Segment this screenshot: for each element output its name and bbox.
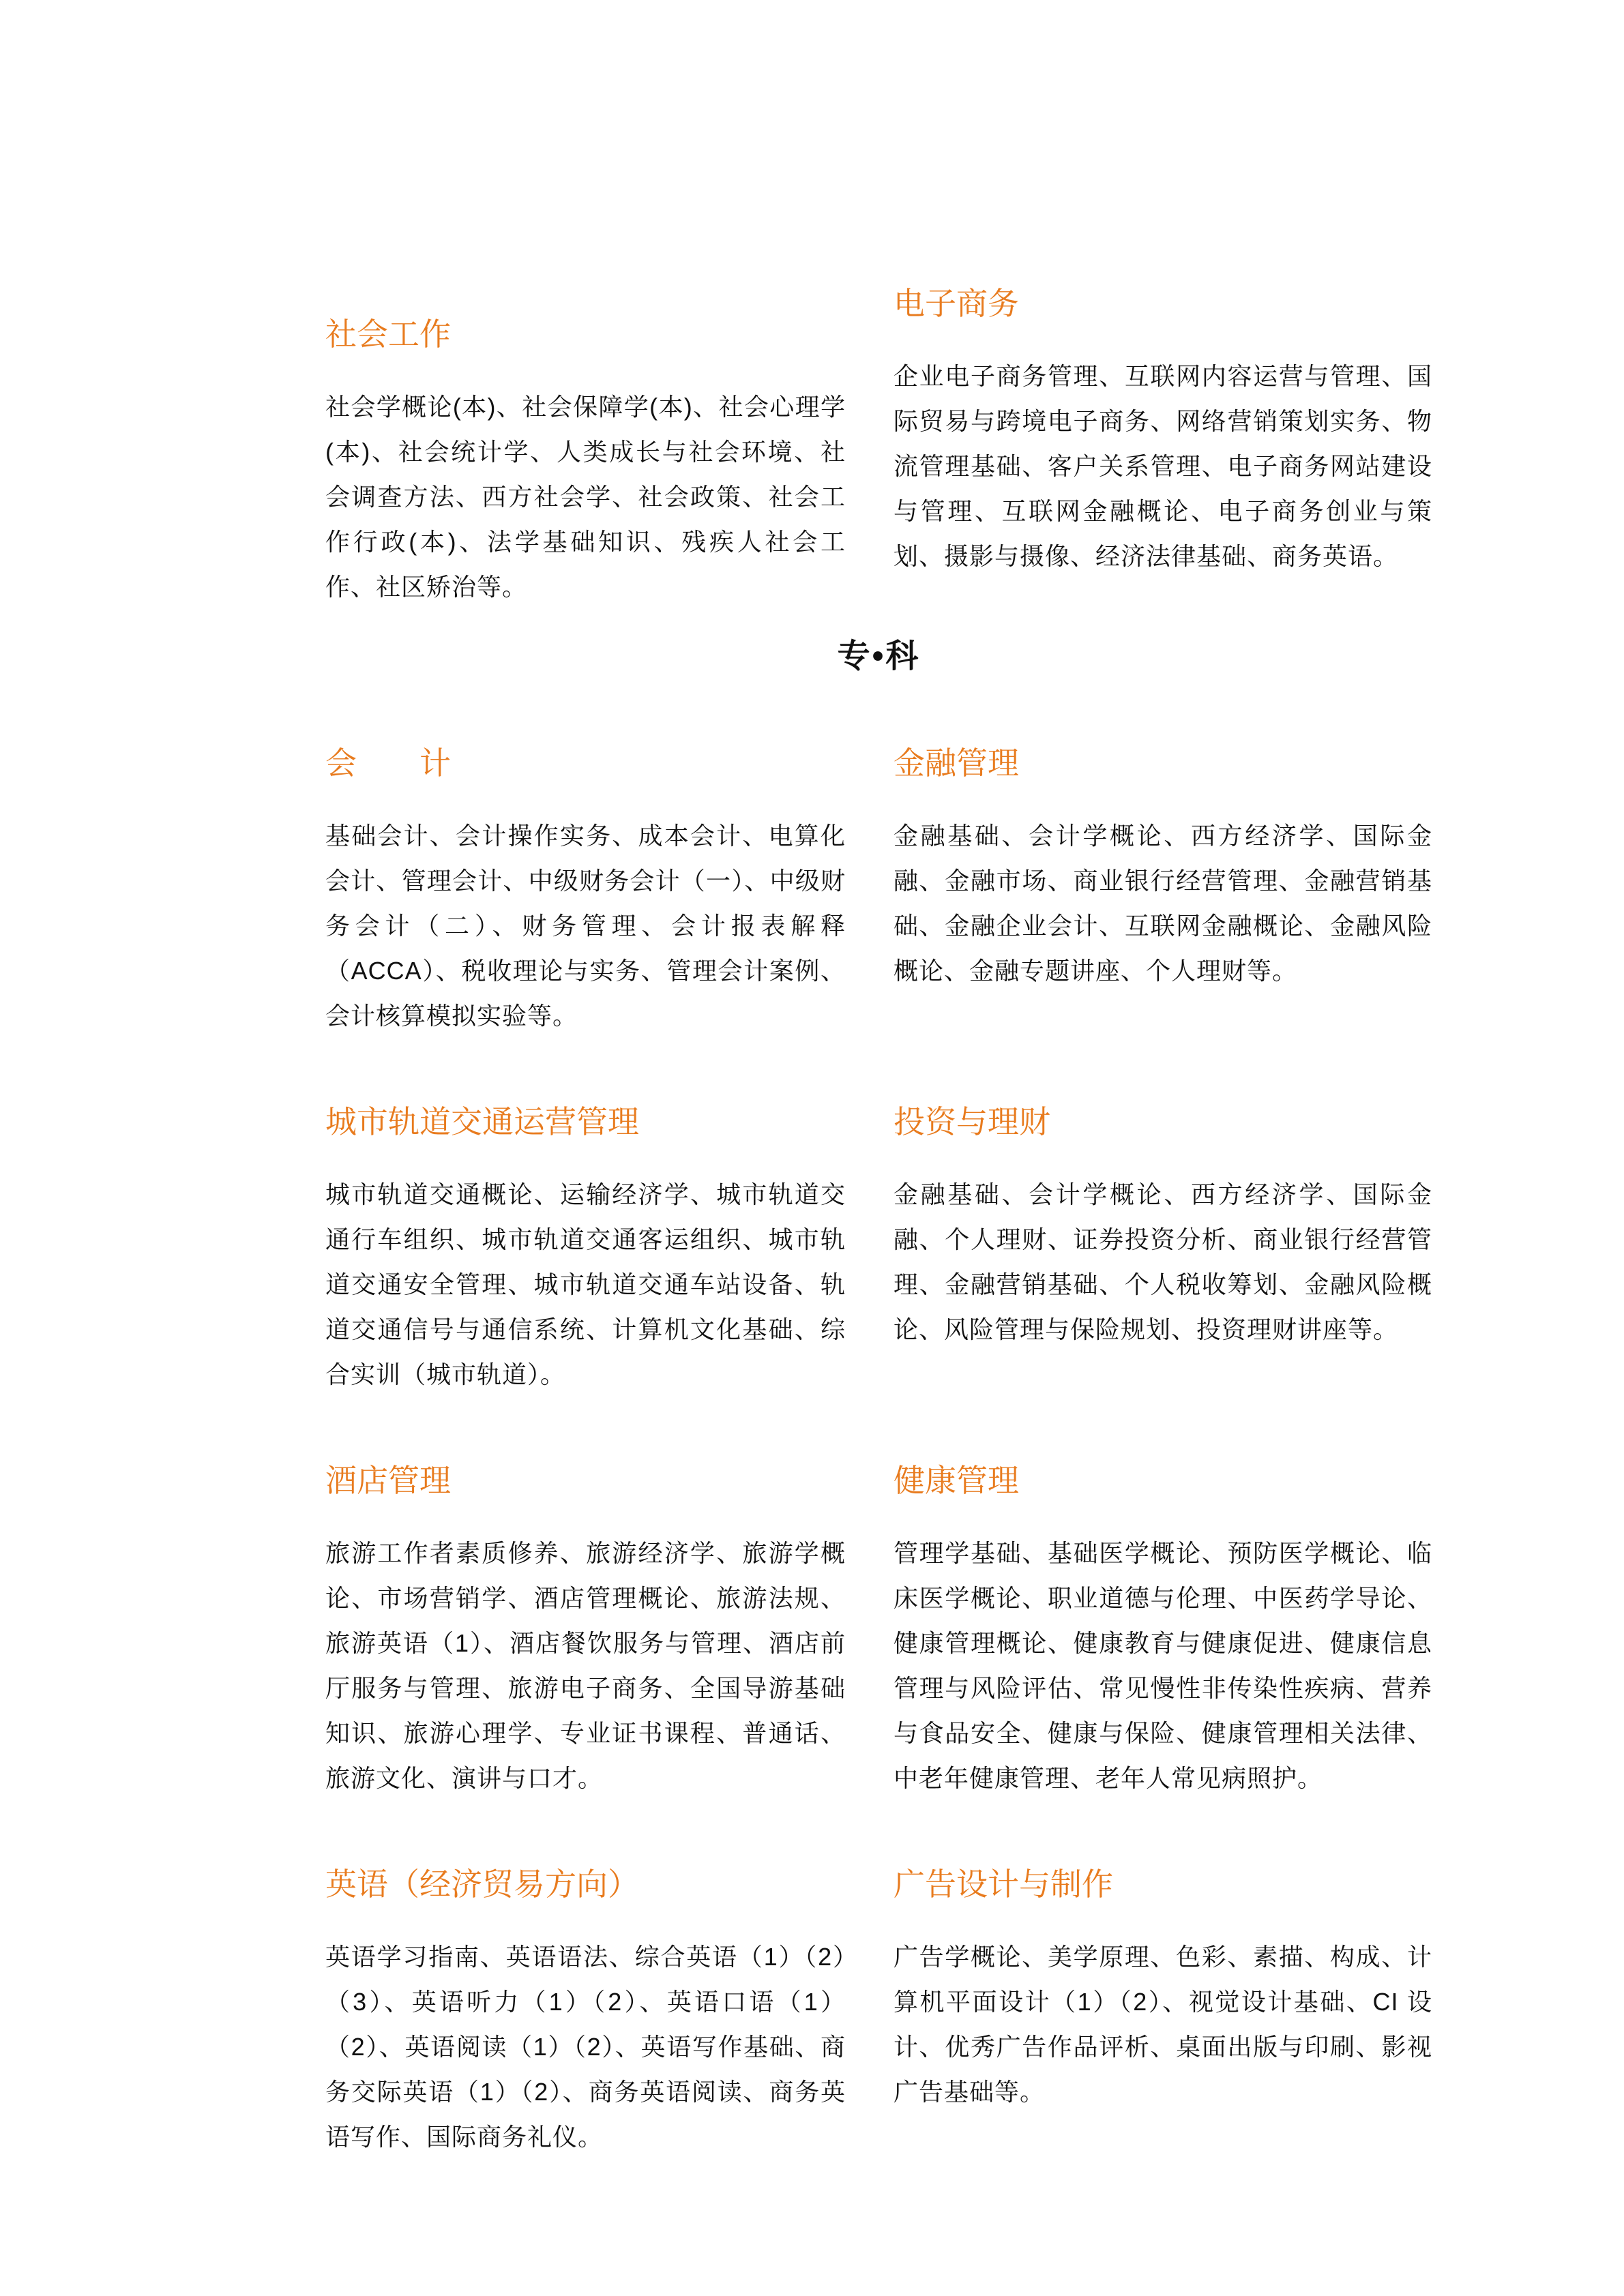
section-title: 社会工作 [325, 316, 451, 352]
section-social-work [325, 285, 846, 610]
section-row-2 [325, 1103, 1432, 1397]
section-course-list: 广告学概论、美学原理、色彩、素描、构成、计算机平面设计（1）（2）、视觉设计基础、CI 设计、优秀广告作品评析、桌面出版与印刷、影视广告基础等。 [894, 1943, 1432, 2106]
section-title: 酒店管理 [325, 1463, 451, 1498]
section-title: 英语（经济贸易方向） [325, 1866, 639, 1902]
section-urban-rail-transit [325, 1103, 846, 1397]
section-course-list: 旅游工作者素质修养、旅游经济学、旅游学概论、市场营销学、酒店管理概论、旅游法规、旅游英语（1）、酒店餐饮服务与管理、酒店前厅服务与管理、旅游电子商务、全国导游基础知识、旅游心理学、专业证书课程、普通话、旅游文化、演讲与口才。 [325, 1539, 846, 1792]
section-course-list: 金融基础、会计学概论、西方经济学、国际金融、个人理财、证券投资分析、商业银行经营管理、金融营销基础、个人税收筹划、金融风险概论、风险管理与保险规划、投资理财讲座等。 [894, 1180, 1432, 1343]
section-course-list: 金融基础、会计学概论、西方经济学、国际金融、金融市场、商业银行经营管理、金融营销基础、金融企业会计、互联网金融概论、金融风险概论、金融专题讲座、个人理财等。 [894, 822, 1432, 985]
section-hotel-management [325, 1462, 846, 1801]
section-course-list: 城市轨道交通概论、运输经济学、城市轨道交通行车组织、城市轨道交通客运组织、城市轨道交通安全管理、城市轨道交通车站设备、轨道交通信号与通信系统、计算机文化基础、综合实训（城市轨道）。 [325, 1180, 846, 1388]
section-financial-management [894, 745, 1432, 1039]
level-divider-heading: 专•科 [837, 638, 921, 674]
section-row-4 [325, 1866, 1432, 2160]
section-row-1 [325, 745, 1432, 1039]
section-title: 投资与理财 [894, 1104, 1050, 1139]
section-english-trade [325, 1866, 846, 2160]
section-accounting [325, 745, 846, 1039]
section-row-undergrad [325, 285, 1432, 610]
section-course-list: 英语学习指南、英语语法、综合英语（1）（2）（3）、英语听力（1）（2）、英语口语（1）（2）、英语阅读（1）（2）、英语写作基础、商务交际英语（1）（2）、商务英语阅读、商务英语写作、国际商务礼仪。 [325, 1943, 846, 2151]
section-title: 会 计 [325, 745, 451, 781]
section-title: 城市轨道交通运营管理 [325, 1104, 639, 1139]
section-ad-design [894, 1866, 1432, 2160]
page-content [325, 285, 1432, 2224]
section-title: 广告设计与制作 [894, 1866, 1113, 1902]
section-title: 金融管理 [894, 745, 1019, 781]
section-row-3 [325, 1462, 1432, 1801]
section-course-list: 企业电子商务管理、互联网内容运营与管理、国际贸易与跨境电子商务、网络营销策划实务、物流管理基础、客户关系管理、电子商务网站建设与管理、互联网金融概论、电子商务创业与策划、摄影与摄像、经济法律基础、商务英语。 [894, 362, 1432, 570]
section-e-commerce [894, 285, 1432, 610]
section-title: 电子商务 [894, 286, 1019, 321]
section-course-list: 社会学概论(本)、社会保障学(本)、社会心理学(本)、社会统计学、人类成长与社会环境、社会调查方法、西方社会学、社会政策、社会工作行政(本)、法学基础知识、残疾人社会工作、社区矫治等。 [325, 393, 846, 601]
section-course-list: 管理学基础、基础医学概论、预防医学概论、临床医学概论、职业道德与伦理、中医药学导论、健康管理概论、健康教育与健康促进、健康信息管理与风险评估、常见慢性非传染性疾病、营养与食品安全、健康与保险、健康管理相关法律、中老年健康管理、老年人常见病照护。 [894, 1539, 1432, 1792]
section-investment-finance [894, 1103, 1432, 1397]
section-title: 健康管理 [894, 1463, 1019, 1498]
section-course-list: 基础会计、会计操作实务、成本会计、电算化会计、管理会计、中级财务会计（一）、中级财务会计（二）、财务管理、会计报表解释（ACCA）、税收理论与实务、管理会计案例、会计核算模拟实验等。 [325, 822, 846, 1030]
section-health-management [894, 1462, 1432, 1801]
